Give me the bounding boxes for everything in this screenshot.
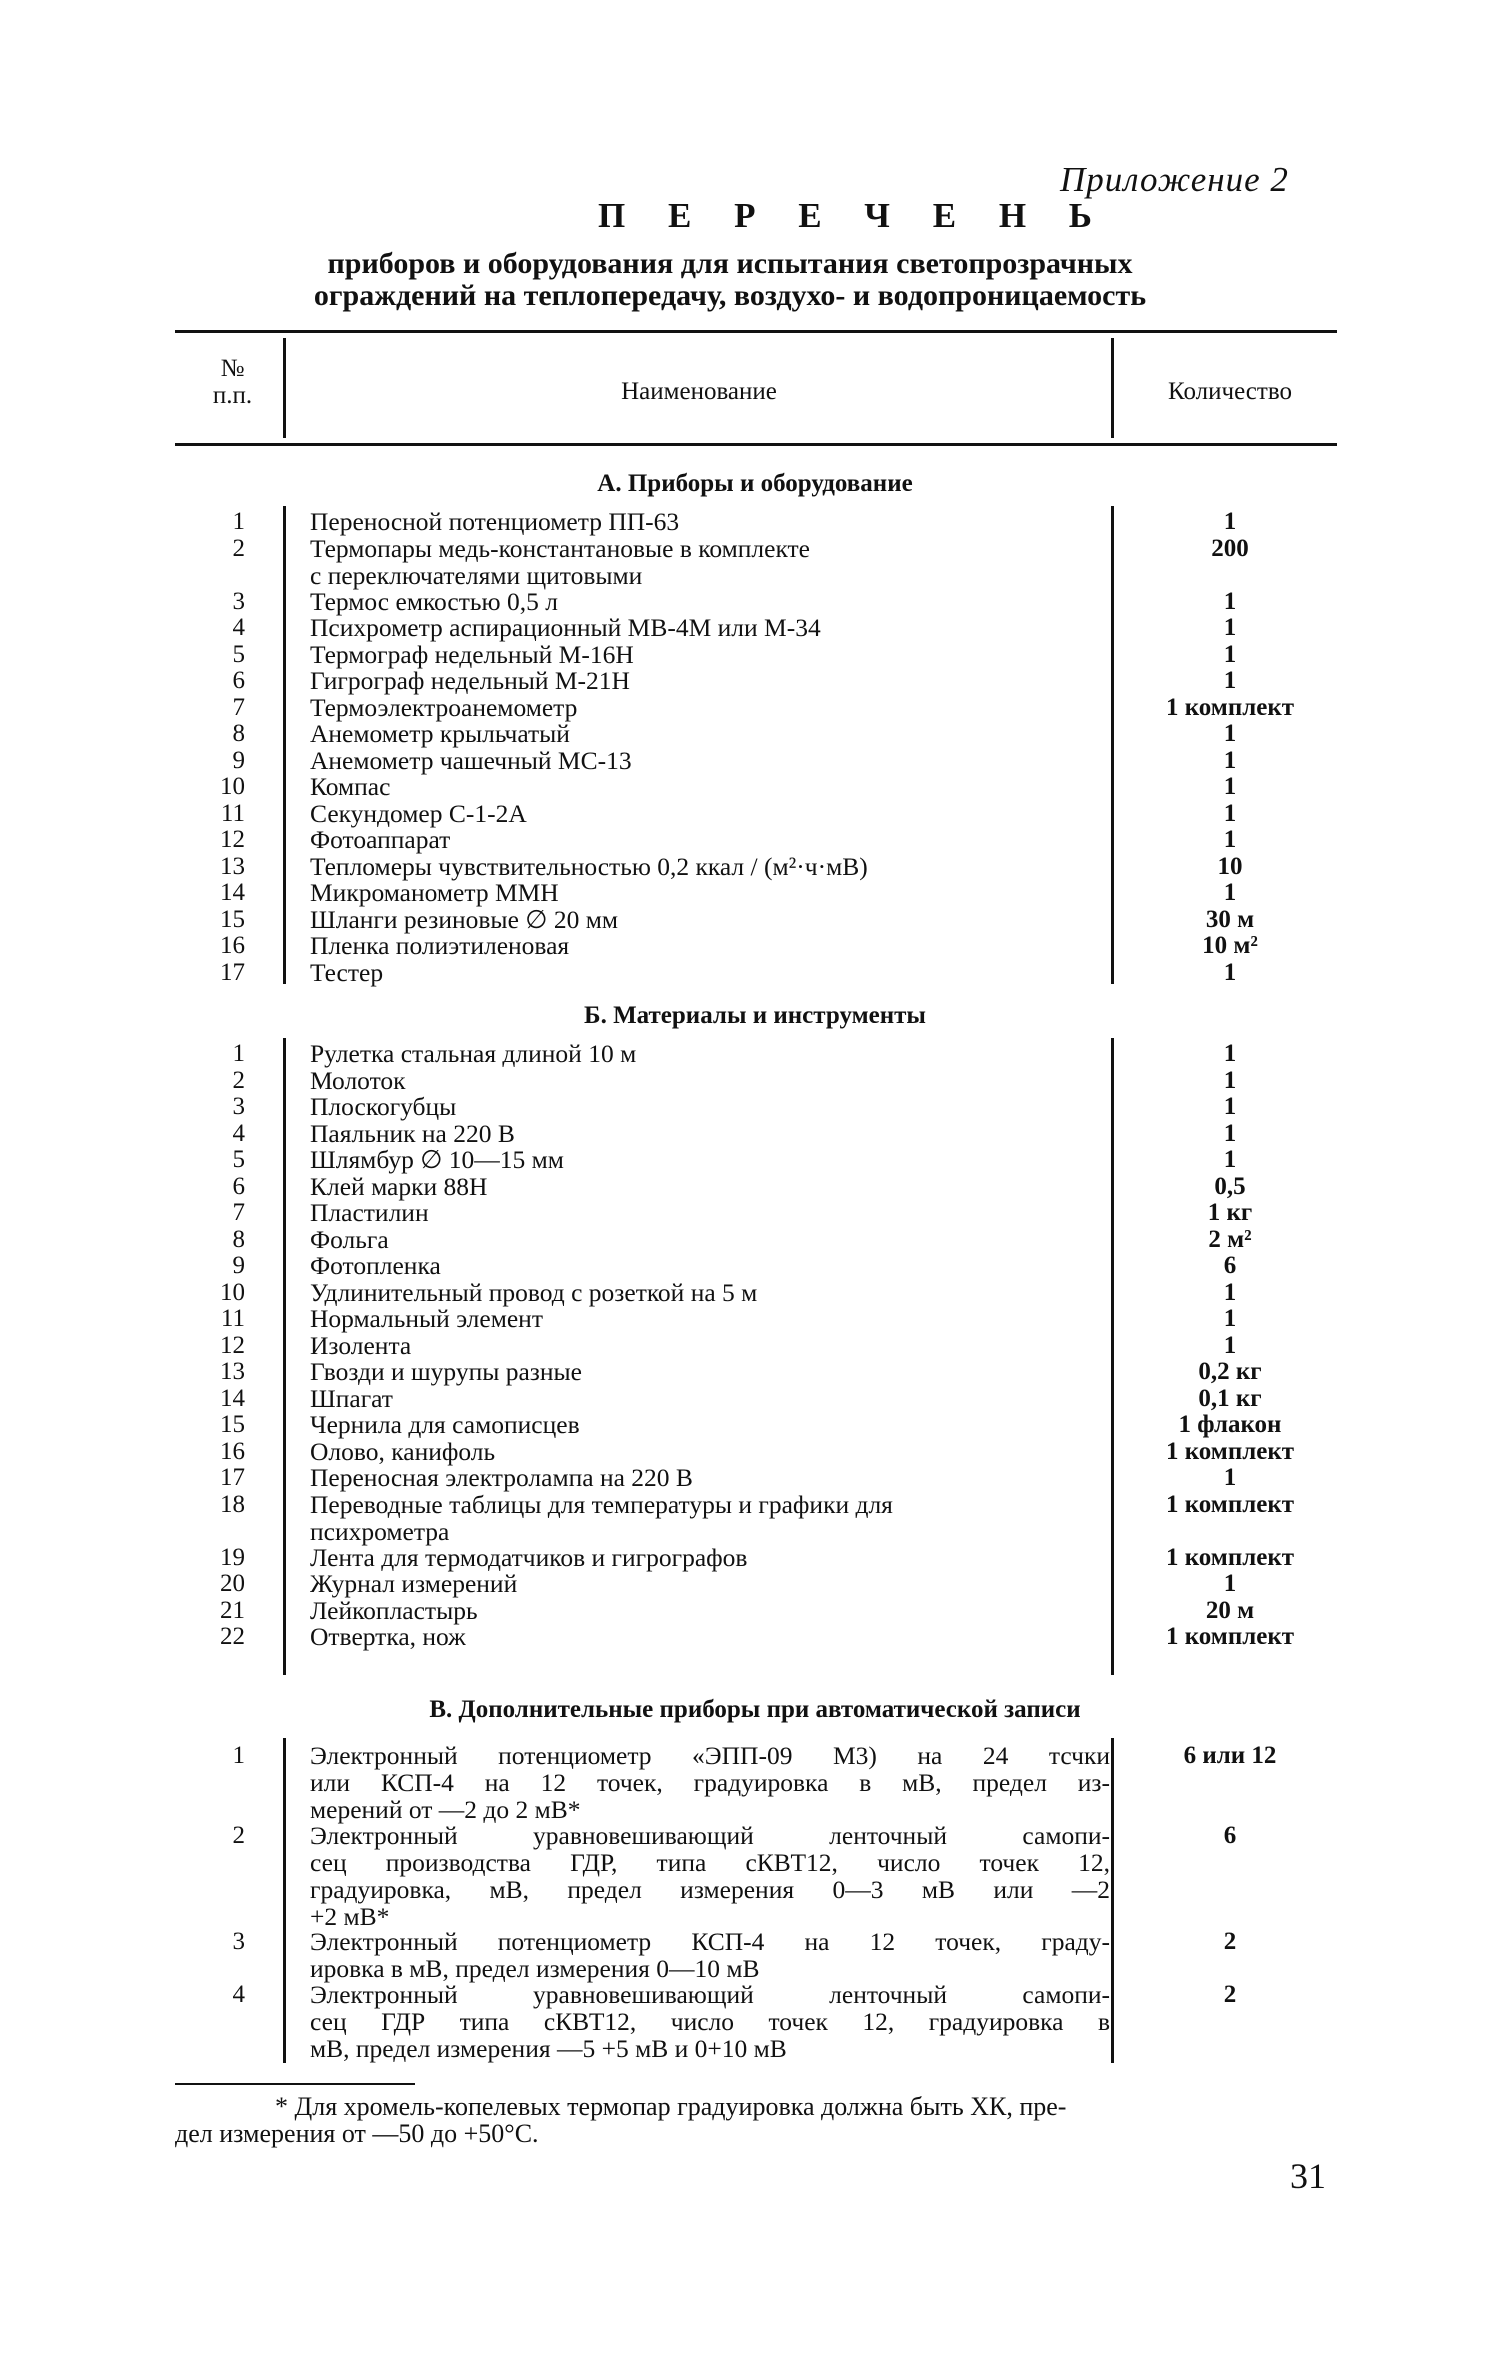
row-name — [310, 667, 1110, 694]
row-quantity: 6 — [1223, 1252, 1237, 1279]
row-number: 22 — [220, 1623, 245, 1650]
row-name-line: Микроманометр ММН — [310, 878, 559, 907]
table-row — [0, 1742, 1500, 1822]
row-name — [310, 1305, 1110, 1332]
row-name — [310, 720, 1110, 747]
page-number: 31 — [1290, 2156, 1326, 2196]
row-number: 10 — [220, 773, 245, 800]
row-name — [310, 508, 1110, 535]
row-quantity: 1 комплект — [1165, 1437, 1295, 1465]
row-quantity: 1 — [1223, 1146, 1237, 1173]
row-quantity: 1 — [1223, 1278, 1237, 1306]
footnote-line1: * Для хромель-копелевых термопар градуировка должна быть ХК, пре- — [275, 2092, 1067, 2121]
row-name-line: Переводные таблицы для температуры и графики для — [310, 1489, 893, 1519]
table-row — [0, 1067, 1500, 1094]
row-number: 6 — [232, 1172, 245, 1200]
row-name-line: ировка в мВ, предел измерения 0—10 мВ — [310, 1953, 760, 1983]
row-name-line: с переключателями щитовыми — [310, 560, 643, 590]
table-row — [0, 826, 1500, 853]
row-name-line: Шланги резиновые ∅ 20 мм — [310, 904, 618, 934]
row-name — [310, 1928, 1110, 1982]
row-name-line: Переносной потенциометр ПП-63 — [310, 507, 680, 536]
table-row — [0, 508, 1500, 535]
row-name — [310, 1332, 1110, 1359]
row-name — [310, 1742, 1110, 1823]
row-name-line: Анемометр крыльчатый — [310, 719, 570, 748]
row-name-line: сец производства ГДР, типа сКВТ12, число точек 12, — [310, 1847, 1110, 1877]
table-row — [0, 1332, 1500, 1359]
row-number: 18 — [220, 1490, 245, 1518]
row-name — [310, 853, 1110, 880]
row-quantity: 1 — [1223, 773, 1237, 800]
row-number: 4 — [232, 614, 245, 641]
row-number: 2 — [232, 1066, 245, 1094]
row-name-line: Журнал измерений — [310, 1569, 518, 1598]
row-number: 3 — [232, 1927, 245, 1955]
row-name-line: Переносная электролампа на 220 В — [310, 1463, 693, 1492]
row-name-line: Гвозди и шурупы разные — [310, 1357, 582, 1386]
row-number: 2 — [232, 534, 245, 562]
row-name-line: Тестер — [310, 957, 384, 987]
row-name-line: Паяльник на 220 В — [310, 1118, 515, 1148]
row-name-line: Анемометр чашечный МС-13 — [310, 745, 632, 775]
row-quantity: 6 — [1223, 1821, 1237, 1849]
row-name — [310, 1120, 1110, 1147]
header-divider-2 — [1111, 338, 1114, 438]
row-number: 8 — [232, 1225, 245, 1253]
row-quantity: 1 — [1223, 614, 1237, 641]
row-name — [310, 614, 1110, 641]
table-row — [0, 1385, 1500, 1412]
row-name — [310, 800, 1110, 827]
row-quantity: 1 комплект — [1165, 1543, 1295, 1571]
row-name-line: Тепломеры чувствительностью 0,2 ккал / (м²·ч·мВ) — [310, 851, 868, 881]
row-name-line: Гигрограф недельный М-21Н — [310, 666, 630, 695]
document-title: П Е Р Е Ч Е Н Ь — [598, 196, 1109, 235]
row-number: 14 — [220, 1384, 245, 1412]
row-number: 16 — [220, 1437, 245, 1465]
row-name-line: Пленка полиэтиленовая — [310, 931, 570, 960]
section-c-title: В. Дополнительные приборы при автоматической записи — [429, 1696, 1081, 1723]
row-number: 5 — [232, 640, 245, 668]
section-a-title: А. Приборы и оборудование — [597, 470, 913, 497]
row-number: 7 — [232, 1199, 245, 1226]
row-number: 21 — [220, 1596, 245, 1624]
document-subtitle-line1: приборов и оборудования для испытания светопрозрачных — [327, 247, 1133, 280]
row-number: 15 — [220, 905, 245, 933]
row-quantity: 0,5 — [1214, 1172, 1246, 1200]
row-name — [310, 1146, 1110, 1173]
row-quantity: 1 — [1223, 746, 1237, 774]
row-number: 11 — [220, 799, 245, 827]
table-row — [0, 1146, 1500, 1173]
row-name-line: Олово, канифоль — [310, 1436, 496, 1466]
row-number: 10 — [220, 1278, 245, 1306]
row-name-line: Лента для термодатчиков и гигрографов — [310, 1542, 748, 1572]
row-name — [310, 906, 1110, 933]
table-row — [0, 1358, 1500, 1385]
table-row — [0, 641, 1500, 668]
row-name-line: Лейкопластырь — [310, 1595, 478, 1625]
row-name — [310, 1358, 1110, 1385]
table-row — [0, 1928, 1500, 1981]
table-row — [0, 1597, 1500, 1624]
row-number: 15 — [220, 1411, 245, 1438]
row-name-line: Термос емкостью 0,5 л — [310, 586, 558, 616]
row-number: 19 — [220, 1543, 245, 1571]
table-row — [0, 1226, 1500, 1253]
row-number: 3 — [232, 1093, 245, 1120]
row-quantity: 6 или 12 — [1183, 1742, 1277, 1769]
row-quantity: 1 флакон — [1178, 1411, 1282, 1438]
row-number: 9 — [232, 1252, 245, 1279]
row-quantity: 1 комплект — [1165, 1490, 1295, 1518]
table-top-rule — [175, 330, 1337, 333]
row-name-line: Термопары медь-константановые в комплекте — [310, 533, 810, 563]
footnote-line2: дел измерения от —50 до +50°С. — [175, 2119, 539, 2148]
row-quantity: 1 — [1223, 958, 1237, 986]
row-name-line: Электронный уравновешивающий ленточный самопи- — [310, 1820, 1110, 1850]
row-number: 4 — [232, 1980, 245, 2008]
column-header-quantity: Количество — [1168, 378, 1292, 405]
footnote — [175, 2093, 1335, 2147]
row-name-line: Шлямбур ∅ 10—15 мм — [310, 1145, 564, 1174]
row-name-line: Секундомер С-1-2А — [310, 798, 527, 828]
appendix-label: Приложение 2 — [1060, 160, 1289, 199]
table-row — [0, 614, 1500, 641]
row-name — [310, 1199, 1110, 1226]
row-quantity: 1 — [1223, 1464, 1237, 1491]
row-name-line: +2 мВ* — [310, 1901, 390, 1931]
row-quantity: 1 — [1223, 720, 1237, 747]
row-number: 9 — [232, 746, 245, 774]
row-name-line: Чернила для самописцев — [310, 1410, 580, 1439]
row-name — [310, 1040, 1110, 1067]
row-name-line: градуировка, мВ, предел измерения 0—3 мВ или —2 — [310, 1874, 1110, 1904]
row-number: 20 — [220, 1570, 245, 1597]
row-name — [310, 1623, 1110, 1650]
section-b-title: Б. Материалы и инструменты — [584, 1002, 926, 1029]
row-quantity: 1 — [1223, 1331, 1237, 1359]
row-name-line: Клей марки 88Н — [310, 1171, 488, 1201]
row-number: 16 — [220, 932, 245, 959]
row-quantity: 1 — [1223, 640, 1237, 668]
row-number: 11 — [220, 1305, 245, 1332]
row-quantity: 0,1 кг — [1198, 1384, 1262, 1412]
header-divider-1 — [283, 338, 286, 438]
row-name — [310, 1411, 1110, 1438]
row-name — [310, 1226, 1110, 1253]
table-row — [0, 932, 1500, 959]
row-quantity: 1 — [1223, 587, 1237, 615]
row-name — [310, 1252, 1110, 1279]
row-name-line: Изолента — [310, 1330, 412, 1360]
row-name-line: психрометра — [310, 1516, 450, 1546]
row-name — [310, 879, 1110, 906]
row-name-line: Фотопленка — [310, 1251, 441, 1280]
row-name-line: Электронный потенциометр «ЭПП-09 М3) на 24 тсчки — [310, 1741, 1110, 1770]
row-name — [310, 641, 1110, 668]
row-quantity: 1 — [1223, 1119, 1237, 1147]
row-quantity: 1 — [1223, 826, 1237, 853]
column-header-number-line2: п.п. — [212, 382, 253, 409]
row-number: 1 — [232, 508, 245, 535]
table-row — [0, 1820, 1500, 1931]
row-number: 14 — [220, 879, 245, 906]
row-name — [310, 826, 1110, 853]
row-name — [310, 959, 1110, 986]
table-row — [0, 1040, 1500, 1067]
table-row — [0, 1981, 1500, 2061]
row-name — [310, 1067, 1110, 1094]
row-number: 12 — [220, 826, 245, 853]
row-name-line: или КСП-4 на 12 точек, градуировка в мВ, предел из- — [310, 1768, 1110, 1797]
table-row — [0, 800, 1500, 827]
row-name — [310, 1491, 1110, 1545]
table-row — [0, 1252, 1500, 1279]
row-quantity: 1 — [1223, 1040, 1237, 1067]
table-row — [0, 667, 1500, 694]
row-number: 6 — [232, 667, 245, 694]
row-name — [310, 1981, 1110, 2062]
row-name-line: Компас — [310, 772, 391, 801]
table-row — [0, 720, 1500, 747]
row-number: 1 — [232, 1040, 245, 1067]
row-number: 13 — [220, 1358, 245, 1385]
table-row — [0, 1279, 1500, 1306]
row-quantity: 200 — [1211, 534, 1249, 562]
row-quantity: 1 — [1223, 1066, 1237, 1094]
column-header-name: Наименование — [621, 378, 777, 405]
table-row — [0, 906, 1500, 933]
row-quantity: 1 — [1223, 1093, 1237, 1120]
header-bottom-rule — [175, 443, 1337, 446]
row-name-line: сец ГДР типа сКВТ12, число точек 12, градуировка в — [310, 2006, 1110, 2036]
row-number: 4 — [232, 1119, 245, 1147]
row-quantity: 1 — [1223, 879, 1237, 906]
row-number: 1 — [232, 1742, 245, 1769]
row-quantity: 1 комплект — [1165, 693, 1295, 721]
row-number: 7 — [232, 693, 245, 721]
table-row — [0, 1120, 1500, 1147]
table-row — [0, 1544, 1500, 1571]
row-quantity: 30 м — [1205, 905, 1255, 933]
row-name-line: мВ, предел измерения —5 +5 мВ и 0+10 мВ — [310, 2033, 787, 2063]
table-row — [0, 959, 1500, 986]
row-name-line: Плоскогубцы — [310, 1092, 457, 1121]
row-name-line: Психрометр аспирационный МВ-4М или М-34 — [310, 613, 821, 642]
table-row — [0, 1411, 1500, 1438]
table-row — [0, 1199, 1500, 1226]
row-name — [310, 1544, 1110, 1571]
row-name — [310, 1438, 1110, 1465]
table-row — [0, 773, 1500, 800]
row-quantity: 2 м² — [1208, 1225, 1252, 1253]
row-name — [310, 1173, 1110, 1200]
row-number: 17 — [220, 1464, 245, 1491]
row-number: 13 — [220, 852, 245, 880]
row-number: 3 — [232, 587, 245, 615]
table-row — [0, 1173, 1500, 1200]
row-quantity: 1 комплект — [1165, 1623, 1295, 1650]
row-quantity: 2 — [1223, 1927, 1237, 1955]
row-name-line: Рулетка стальная длиной 10 м — [310, 1039, 637, 1068]
row-quantity: 2 — [1223, 1980, 1237, 2008]
row-quantity: 20 м — [1205, 1596, 1255, 1624]
row-name-line: Термоэлектроанемометр — [310, 692, 578, 722]
row-number: 12 — [220, 1331, 245, 1359]
row-quantity: 1 — [1223, 1305, 1237, 1332]
row-name-line: Нормальный элемент — [310, 1304, 543, 1333]
table-row — [0, 1623, 1500, 1650]
row-quantity: 1 — [1223, 667, 1237, 694]
row-name — [310, 747, 1110, 774]
row-name — [310, 588, 1110, 615]
row-name-line: Отвертка, нож — [310, 1622, 466, 1651]
row-number: 2 — [232, 1821, 245, 1849]
row-number: 8 — [232, 720, 245, 747]
row-name — [310, 694, 1110, 721]
row-name — [310, 535, 1110, 589]
row-name-line: Электронный уравновешивающий ленточный самопи- — [310, 1979, 1110, 2009]
row-quantity: 10 — [1217, 852, 1243, 880]
row-name-line: Термограф недельный М-16Н — [310, 639, 634, 669]
row-name — [310, 1093, 1110, 1120]
table-row — [0, 1464, 1500, 1491]
row-name — [310, 1597, 1110, 1624]
row-quantity: 1 — [1223, 1570, 1237, 1597]
row-name-line: Фольга — [310, 1224, 389, 1254]
row-name-line: Электронный потенциометр КСП-4 на 12 точек, граду- — [310, 1926, 1110, 1956]
document-subtitle-line2: ограждений на теплопередачу, воздухо- и водопроницаемость — [313, 279, 1147, 312]
row-name — [310, 1464, 1110, 1491]
row-name-line: Фотоаппарат — [310, 825, 451, 854]
table-row — [0, 853, 1500, 880]
table-row — [0, 1438, 1500, 1465]
row-name-line: Пластилин — [310, 1198, 429, 1227]
row-quantity: 10 м² — [1202, 932, 1258, 959]
table-row — [0, 1570, 1500, 1597]
row-number: 17 — [220, 958, 245, 986]
table-row — [0, 1491, 1500, 1544]
row-name — [310, 1822, 1110, 1930]
row-name — [310, 1570, 1110, 1597]
row-name-line: Шпагат — [310, 1383, 393, 1413]
table-row — [0, 879, 1500, 906]
row-name-line: мерений от —2 до 2 мВ* — [310, 1795, 581, 1824]
table-row — [0, 694, 1500, 721]
row-quantity: 0,2 кг — [1198, 1358, 1262, 1385]
table-row — [0, 747, 1500, 774]
row-name — [310, 1279, 1110, 1306]
row-number: 5 — [232, 1146, 245, 1173]
row-name-line: Молоток — [310, 1065, 406, 1095]
table-row — [0, 535, 1500, 588]
row-name-line: Удлинительный провод с розеткой на 5 м — [310, 1277, 758, 1307]
row-name — [310, 773, 1110, 800]
row-name — [310, 1385, 1110, 1412]
table-row — [0, 1093, 1500, 1120]
row-quantity: 1 — [1223, 508, 1237, 535]
footnote-rule — [175, 2083, 415, 2085]
row-quantity: 1 кг — [1207, 1199, 1253, 1226]
column-header-number-line1: № — [220, 355, 245, 382]
row-name — [310, 932, 1110, 959]
row-quantity: 1 — [1223, 799, 1237, 827]
table-row — [0, 588, 1500, 615]
column-header-number — [185, 355, 280, 409]
table-row — [0, 1305, 1500, 1332]
